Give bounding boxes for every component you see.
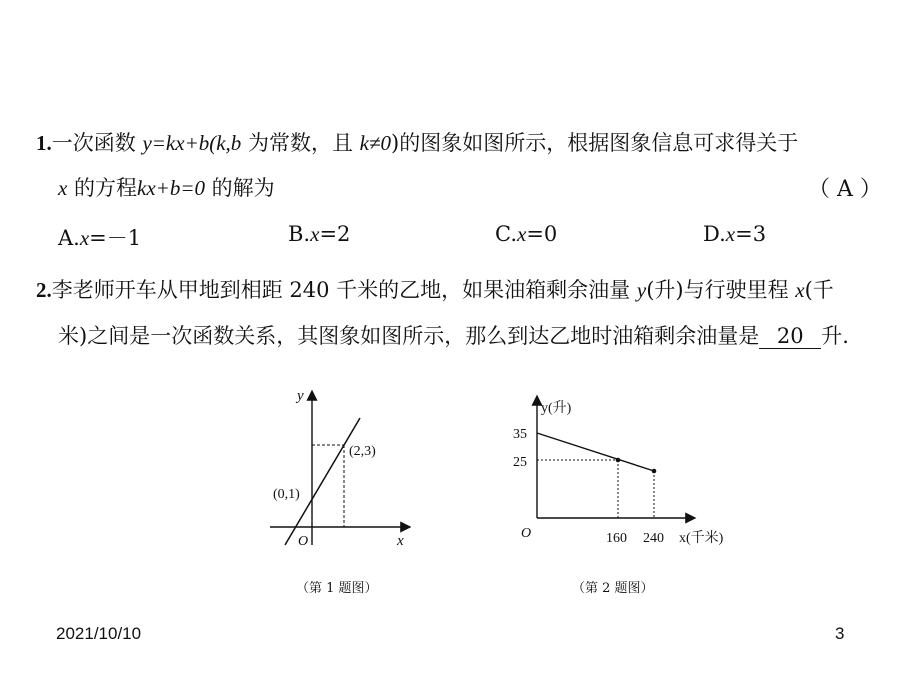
fig1-y-label: y — [297, 388, 304, 404]
option-value: =0 — [526, 222, 558, 246]
fig2-x-tick-160: 160 — [606, 531, 627, 546]
q1-line-1 — [36, 127, 798, 157]
fig2-function-line — [537, 433, 654, 471]
q1-text-d: 的方程 — [67, 176, 138, 200]
q2-answer-blank: 20 — [759, 324, 821, 349]
q1-text-a: 一次函数 — [51, 131, 143, 155]
option-value: =2 — [319, 222, 351, 246]
q1-text-c: )的图象如图所示，根据图象信息可求得关于 — [391, 131, 799, 155]
q1-condition: k≠0 — [359, 131, 392, 155]
fig2-y-tick-35: 35 — [513, 427, 527, 442]
option-var: x — [79, 226, 90, 250]
fig1-caption: （第 1 题图） — [296, 581, 378, 596]
q2-text-c: (千 — [804, 278, 834, 302]
fig1-x-label: x — [397, 533, 404, 549]
option-var: x — [517, 222, 527, 246]
option-var: x — [310, 222, 320, 246]
fig1-point-a: (0,1) — [273, 487, 300, 502]
figure-2 — [505, 390, 745, 555]
q1-option-b — [288, 222, 350, 247]
q1-expression: y=kx+b(k,b — [142, 131, 242, 155]
option-value: =3 — [735, 222, 767, 246]
fig2-x-tick-240: 240 — [643, 531, 664, 546]
q2-text-a: 李老师开车从甲地到相距 240 千米的乙地，如果油箱剩余油量 — [51, 278, 637, 302]
option-label: C. — [495, 222, 517, 246]
q1-var-x: x — [58, 176, 68, 200]
q1-equation: kx+b=0 — [137, 176, 205, 200]
option-var: x — [725, 222, 736, 246]
option-label: A. — [58, 226, 80, 250]
q2-line-2 — [58, 320, 849, 350]
fig1-origin: O — [298, 534, 309, 549]
q1-answer: （ A ） — [808, 177, 882, 202]
q1-number: 1. — [36, 131, 52, 155]
fig2-y-label: y(升) — [541, 401, 572, 416]
q2-text-d: 米)之间是一次函数关系，其图象如图所示，那么到达乙地时油箱剩余油量是 — [58, 324, 760, 348]
fig1-point-b: (2,3) — [349, 444, 376, 459]
q1-line-2 — [58, 172, 275, 202]
q2-text-e: 升. — [821, 324, 849, 348]
q2-text-b: (升)与行驶里程 — [646, 278, 796, 302]
figure-1 — [265, 385, 425, 555]
q1-option-a — [58, 222, 141, 252]
fig2-x-label: x(千米) — [679, 531, 724, 546]
q1-text-e: 的解为 — [205, 176, 275, 200]
q2-line-1 — [36, 274, 834, 304]
option-label: B. — [288, 222, 311, 246]
q1-option-d — [703, 222, 766, 247]
q2-var-y: y — [636, 278, 647, 302]
fig2-y-tick-25: 25 — [513, 455, 527, 470]
footer-page-number: 3 — [835, 624, 845, 643]
option-value: =－1 — [89, 226, 142, 250]
fig2-origin: O — [521, 526, 532, 541]
fig1-function-line — [285, 418, 360, 545]
fig2-caption: （第 2 题图） — [572, 581, 654, 596]
q1-option-c — [495, 222, 557, 247]
q2-var-x: x — [795, 278, 805, 302]
option-label: D. — [703, 222, 726, 246]
q1-text-b: 为常数，且 — [241, 131, 360, 155]
q2-number: 2. — [36, 278, 52, 302]
footer-date: 2021/10/10 — [56, 624, 142, 643]
